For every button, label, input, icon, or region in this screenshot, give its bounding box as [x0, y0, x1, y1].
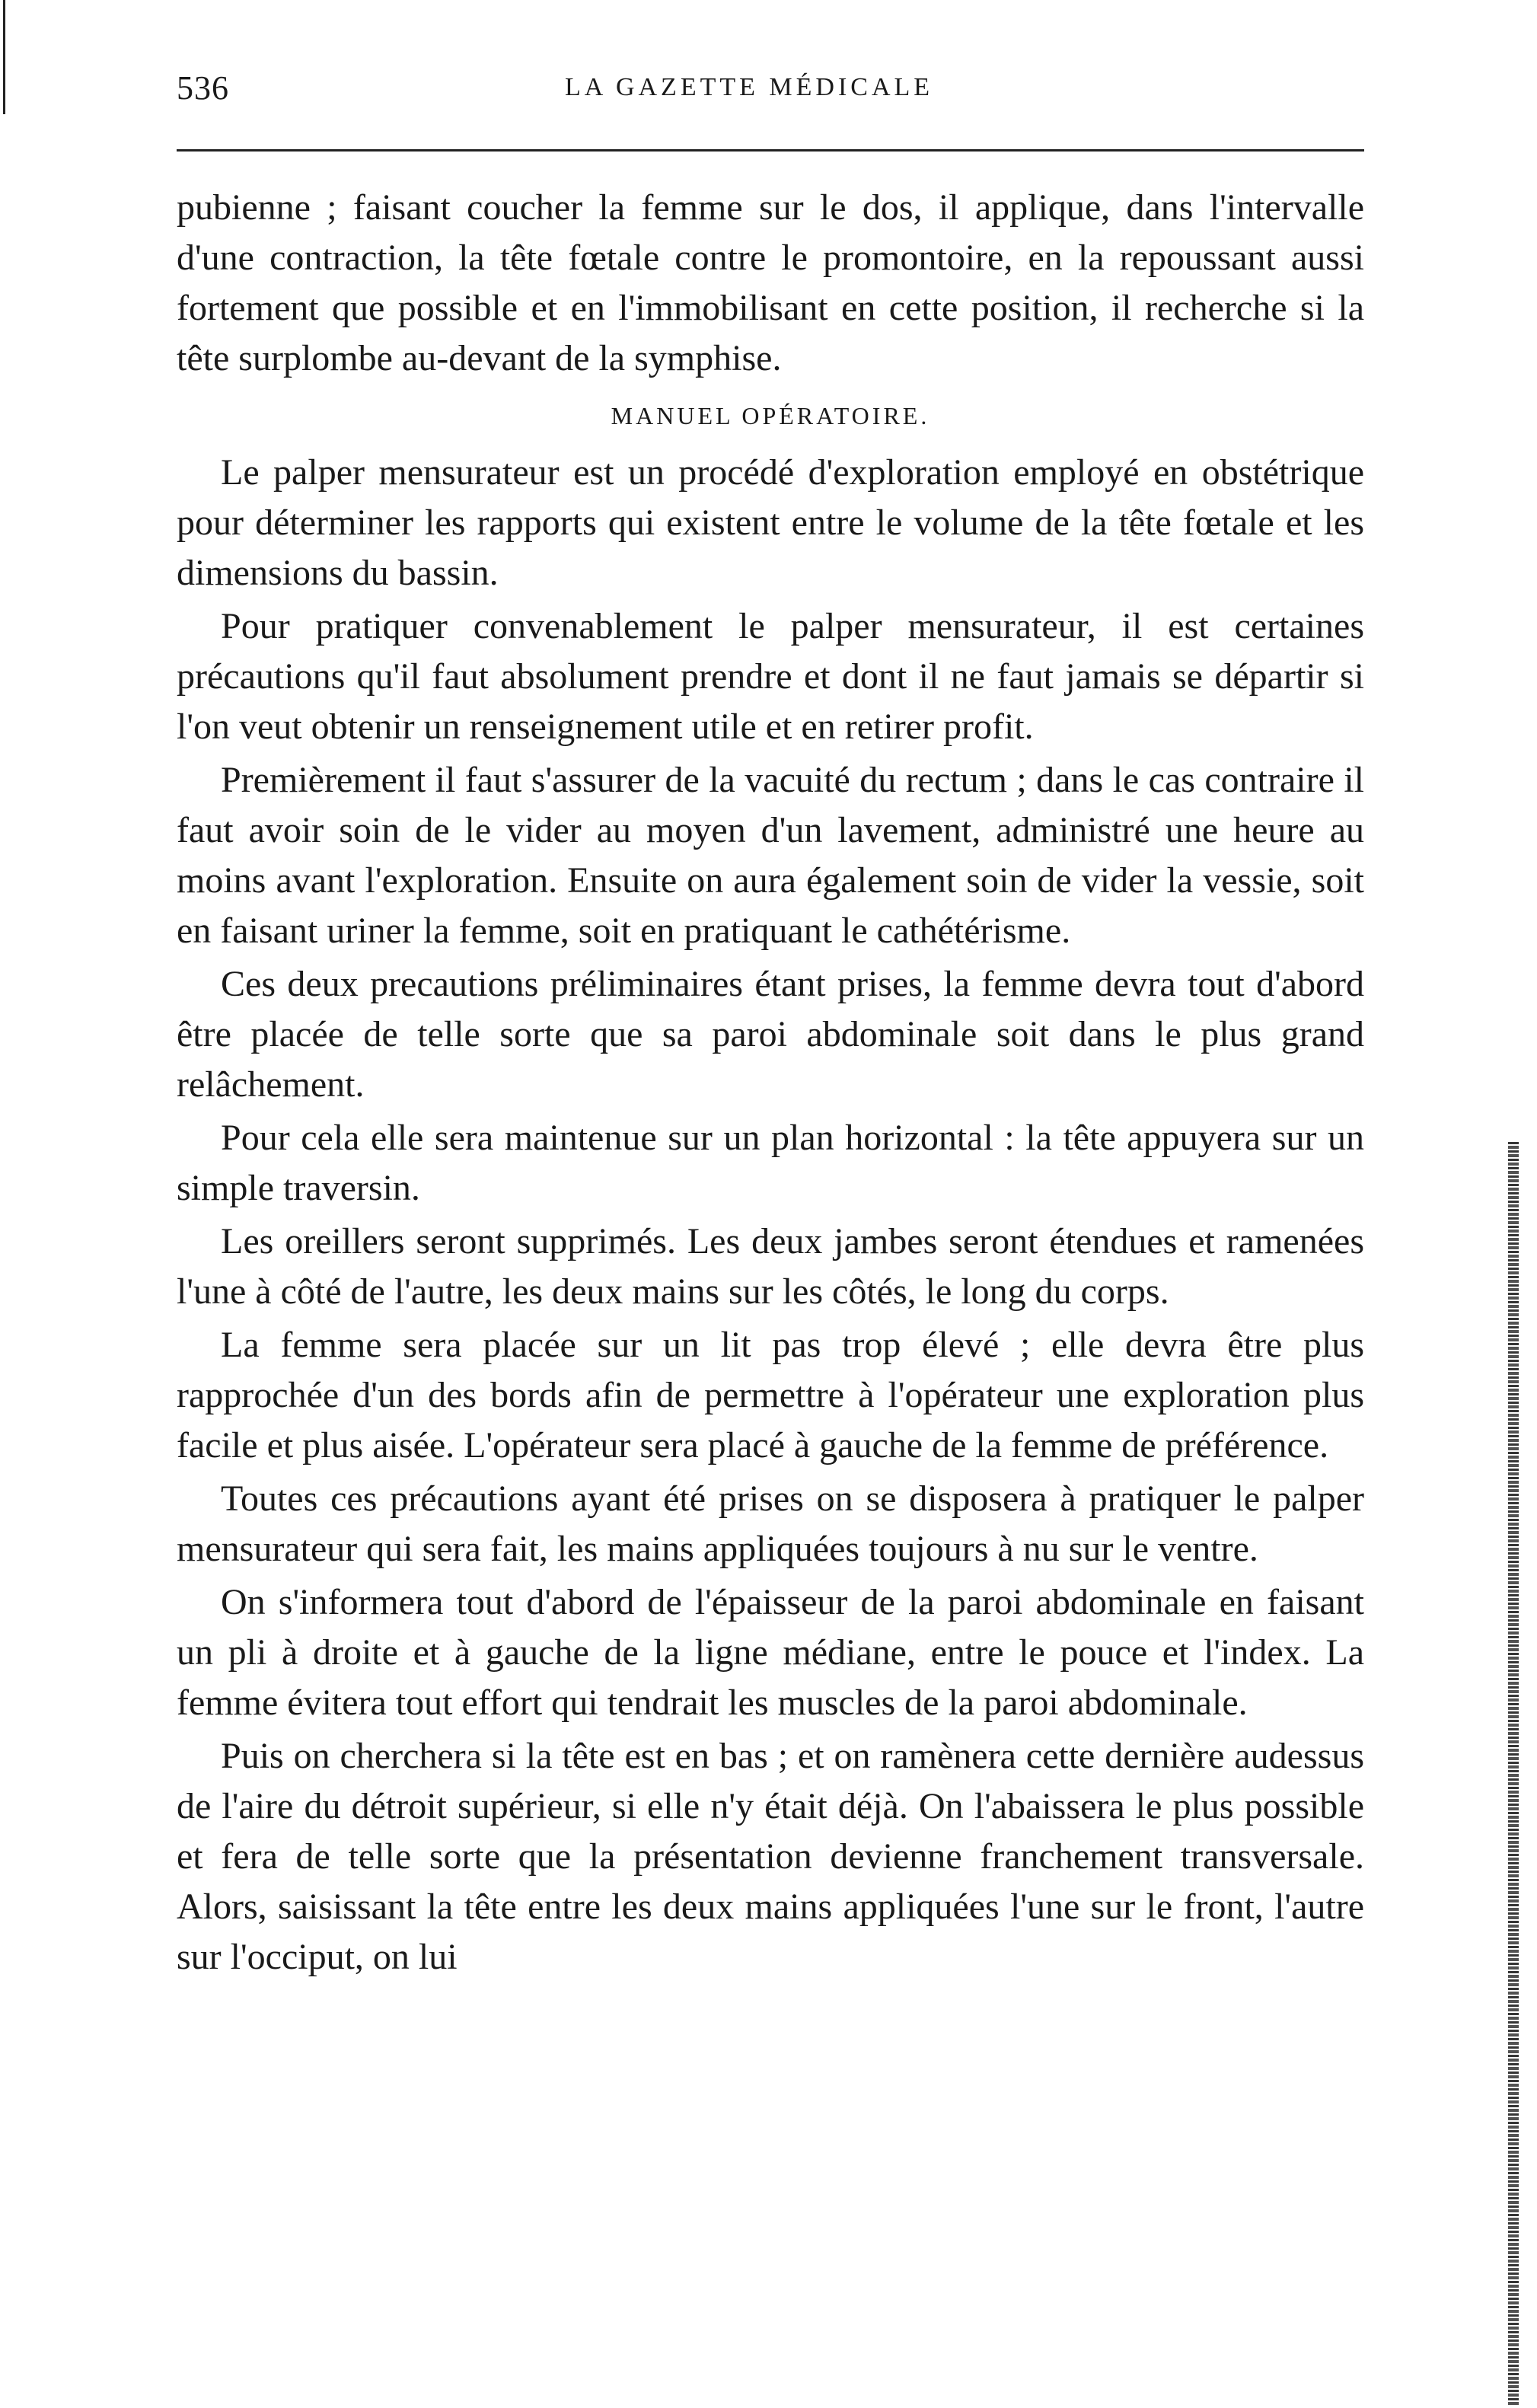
paragraph: La femme sera placée sur un lit pas trop élevé ; elle devra être plus rapprochée d'un des bords afin de permettre à l'opérateur une exploration plus facile et plus aisée. L'opérateur sera placé à gauche de la femme de préférence. [177, 1325, 1364, 1466]
scan-right-edge [1508, 1142, 1519, 2406]
running-head: LA GAZETTE MÉDICALE [565, 73, 934, 101]
paragraph: Le palper mensurateur est un procédé d'exploration employé en obstétrique pour déterminer les rapports qui existent entre le volume de la tête fœtale et les dimensions du bassin. [177, 452, 1364, 593]
paragraph: Pour cela elle sera maintenue sur un plan horizontal : la tête appuyera sur un simple traversin. [177, 1118, 1364, 1208]
paragraph: On s'informera tout d'abord de l'épaisseur de la paroi abdominale en faisant un pli à droite et à gauche de la ligne médiane, entre le pouce et l'index. La femme évitera tout effort qui tendrait les muscles de la paroi abdominale. [177, 1582, 1364, 1723]
header-rule [177, 149, 1364, 151]
page-header [177, 69, 1364, 122]
paragraph: Pour pratiquer convenablement le palper mensurateur, il est certaines précautions qu'il faut absolument prendre et dont il ne faut jamais se départir si l'on veut obtenir un renseignement utile et en retirer profit. [177, 606, 1364, 747]
paragraph: pubienne ; faisant coucher la femme sur le dos, il applique, dans l'intervalle d'une contraction, la tête fœtale contre le promontoire, en la repoussant aussi fortement que possible et en l'immobilisant en cette position, il recherche si la tête surplombe au-devant de la symphise. [177, 187, 1364, 378]
paragraph: Les oreillers seront supprimés. Les deux jambes seront étendues et ramenées l'une à côté de l'autre, les deux mains sur les côtés, le long du corps. [177, 1221, 1364, 1312]
paragraph: Ces deux precautions préliminaires étant prises, la femme devra tout d'abord être placée de telle sorte que sa paroi abdominale soit dans le plus grand relâchement. [177, 964, 1364, 1105]
paragraph: Toutes ces précautions ayant été prises on se disposera à pratiquer le palper mensurateur qui sera fait, les mains appliquées toujours à nu sur le ventre. [177, 1478, 1364, 1569]
paragraph: Premièrement il faut s'assurer de la vacuité du rectum ; dans le cas contraire il faut avoir soin de le vider au moyen d'un lavement, administré une heure au moins avant l'exploration. Ensuite on aura également soin de vider la vessie, soit en faisant uriner la femme, soit en pratiquant le cathétérisme. [177, 760, 1364, 951]
section-title: MANUEL OPÉRATOIRE. [611, 402, 930, 429]
page-number: 536 [177, 69, 229, 107]
body-text [177, 183, 1364, 1982]
paragraph: Puis on cherchera si la tête est en bas ; et on ramènera cette dernière audessus de l'aire du détroit supérieur, si elle n'y était déjà. On l'abaissera le plus possible et fera de telle sorte que la présentation devienne franchement transversale. Alors, saisissant la tête entre les deux mains appliquées l'une sur le front, l'autre sur l'occiput, on lui [177, 1736, 1364, 1977]
scan-left-edge [3, 0, 5, 114]
